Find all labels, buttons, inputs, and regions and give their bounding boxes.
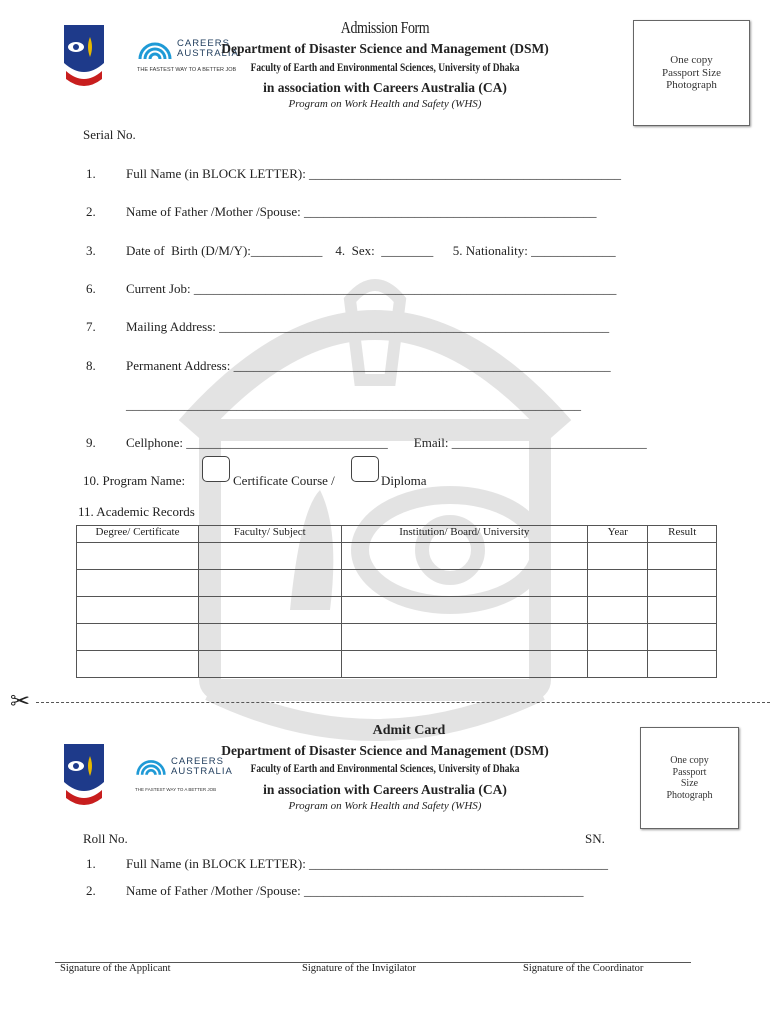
- field-mailing-address[interactable]: [78, 319, 609, 335]
- col-faculty: Faculty/ Subject: [199, 526, 342, 543]
- field-text: Mailing Address: ____________________________________________________________: [126, 319, 610, 334]
- admit-program: Program on Work Health and Safety (WHS): [288, 800, 482, 812]
- ca-tagline: THE FASTEST WAY TO A BETTER JOB: [135, 787, 217, 792]
- field-text: Permanent Address: __________________________________________________________: [126, 358, 611, 373]
- table-cell[interactable]: [199, 543, 342, 570]
- table-row[interactable]: [77, 651, 717, 678]
- table-cell[interactable]: [341, 651, 587, 678]
- photo-box[interactable]: [633, 20, 750, 126]
- col-degree: Degree/ Certificate: [77, 526, 199, 543]
- admit-faculty: Faculty of Earth and Environmental Sciences, University of Dhaka: [250, 763, 520, 775]
- col-year: Year: [588, 526, 648, 543]
- table-cell[interactable]: [341, 624, 587, 651]
- diploma-option: Diploma: [381, 473, 427, 488]
- table-cell[interactable]: [648, 597, 717, 624]
- signature-coordinator: Signature of the Coordinator: [523, 963, 644, 974]
- table-cell[interactable]: [77, 624, 199, 651]
- table-cell[interactable]: [648, 570, 717, 597]
- table-cell[interactable]: [77, 543, 199, 570]
- program-text: Program on Work Health and Safety (WHS): [288, 98, 482, 110]
- field-text: Full Name (in BLOCK LETTER): ________________________________________________: [126, 166, 622, 181]
- department-name: Department of Disaster Science and Management (DSM): [221, 41, 549, 56]
- watermark-seal: [150, 230, 600, 770]
- admit-field-parent-name[interactable]: [78, 883, 584, 899]
- field-num: 7.: [86, 319, 96, 334]
- sn-label: SN.: [585, 831, 605, 846]
- form-title: Admission Form: [340, 18, 430, 37]
- table-cell[interactable]: [77, 651, 199, 678]
- photo-text-1: One copy: [670, 755, 709, 766]
- certificate-checkbox[interactable]: [202, 456, 230, 482]
- table-cell[interactable]: [341, 543, 587, 570]
- admit-field-full-name[interactable]: [78, 856, 608, 872]
- field-num: 2.: [86, 204, 96, 219]
- field-full-name[interactable]: [78, 166, 621, 182]
- table-header-row: [77, 526, 717, 543]
- field-text: Name of Father /Mother /Spouse: _____________________________________________: [126, 204, 597, 219]
- table-row[interactable]: [77, 597, 717, 624]
- field-parent-name[interactable]: [78, 204, 597, 220]
- field-num: 6.: [86, 281, 96, 296]
- field-num: 8.: [86, 358, 96, 373]
- faculty-name: Faculty of Earth and Environmental Sciences, University of Dhaka: [250, 62, 520, 74]
- table-cell[interactable]: [199, 570, 342, 597]
- field-cellphone-email[interactable]: [78, 435, 647, 451]
- photo-text-1: One copy: [670, 54, 713, 67]
- field-num: 3.: [86, 243, 96, 258]
- ca-line1: CAREERS: [177, 38, 230, 49]
- table-cell[interactable]: [77, 570, 199, 597]
- serial-label: Serial No.: [83, 127, 136, 142]
- field-num: 1.: [86, 166, 96, 181]
- table-row[interactable]: [77, 543, 717, 570]
- col-result: Result: [648, 526, 717, 543]
- table-cell[interactable]: [199, 651, 342, 678]
- field-text: Full Name (in BLOCK LETTER): ______________________________________________: [126, 856, 609, 871]
- diploma-checkbox[interactable]: [351, 456, 379, 482]
- field-current-job[interactable]: [78, 281, 616, 297]
- ca-line2: AUSTRALIA: [171, 766, 233, 777]
- table-cell[interactable]: [199, 597, 342, 624]
- admit-photo-box[interactable]: [640, 727, 739, 829]
- field-text: ______________________________________________________________________: [126, 397, 581, 412]
- field-text: Current Job: _________________________________________________________________: [126, 281, 617, 296]
- photo-text-2: Passport Size: [662, 66, 721, 79]
- photo-text-4: Photograph: [666, 789, 713, 801]
- academic-table: [76, 525, 717, 678]
- table-cell[interactable]: [588, 570, 648, 597]
- table-row[interactable]: [77, 624, 717, 651]
- photo-text-2: Passport: [672, 766, 707, 778]
- field-num: 1.: [86, 856, 96, 871]
- cut-line: [36, 702, 770, 703]
- table-cell[interactable]: [199, 624, 342, 651]
- table-cell[interactable]: [588, 597, 648, 624]
- association-text: in association with Careers Australia (CA): [263, 80, 507, 95]
- admit-card-title: Admit Card: [372, 723, 446, 738]
- ca-tagline: THE FASTEST WAY TO A BETTER JOB: [137, 67, 237, 73]
- field-text: Cellphone: _______________________________ Email: ______________________________: [126, 435, 647, 450]
- certificate-option: Certificate Course /: [233, 473, 335, 488]
- admit-association: in association with Careers Australia (CA): [263, 782, 507, 797]
- field-permanent-address[interactable]: [78, 358, 611, 374]
- table-cell[interactable]: [588, 651, 648, 678]
- scissors-icon: ✂: [10, 687, 31, 715]
- field-text: Date of Birth (D/M/Y):___________ 4. Sex: ________ 5. Nationality: _____________: [126, 243, 616, 258]
- table-cell[interactable]: [77, 597, 199, 624]
- table-cell[interactable]: [648, 651, 717, 678]
- ca-line1: CAREERS: [171, 756, 224, 767]
- table-cell[interactable]: [341, 597, 587, 624]
- table-cell[interactable]: [588, 543, 648, 570]
- table-cell[interactable]: [648, 624, 717, 651]
- field-dob-sex-nationality[interactable]: [78, 243, 616, 259]
- program-name-label: 10. Program Name:: [83, 473, 186, 488]
- field-permanent-address-2[interactable]: [78, 397, 581, 413]
- roll-no-label: Roll No.: [83, 831, 128, 846]
- admit-department: Department of Disaster Science and Management (DSM): [221, 743, 549, 758]
- table-cell[interactable]: [648, 543, 717, 570]
- table-cell[interactable]: [588, 624, 648, 651]
- academic-label: 11. Academic Records: [78, 504, 195, 519]
- signature-invigilator: Signature of the Invigilator: [302, 963, 417, 974]
- photo-text-3: Photograph: [666, 79, 717, 92]
- photo-text-3: Size: [680, 778, 699, 789]
- ca-line2: AUSTRALIA: [177, 48, 239, 59]
- signature-applicant: Signature of the Applicant: [60, 963, 171, 974]
- field-num: 2.: [86, 883, 96, 898]
- table-cell[interactable]: [341, 570, 587, 597]
- field-num: 9.: [86, 435, 96, 450]
- field-text: Name of Father /Mother /Spouse: ___________________________________________: [126, 883, 584, 898]
- table-row[interactable]: [77, 570, 717, 597]
- col-institution: Institution/ Board/ University: [341, 526, 587, 543]
